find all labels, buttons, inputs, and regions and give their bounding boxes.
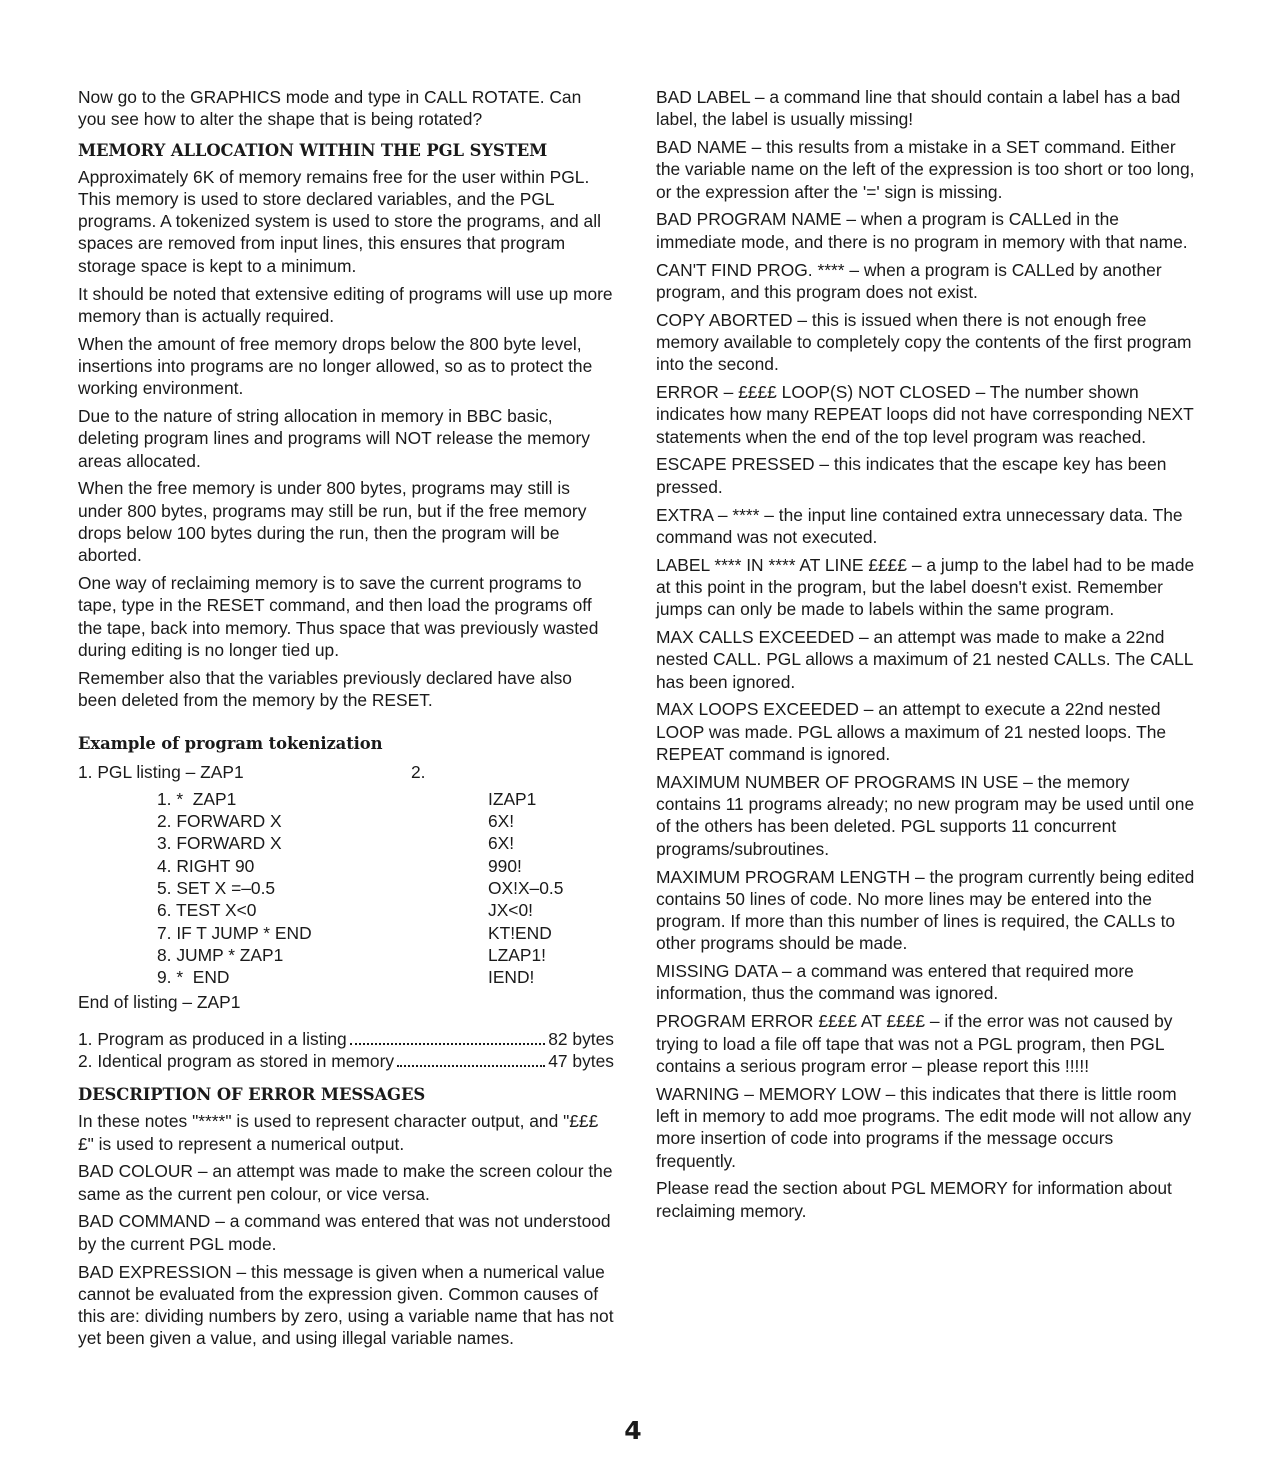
memory-paragraph: It should be noted that extensive editing of programs will use up more memory than is actually required.	[78, 283, 613, 326]
size-label: 2. Identical program as stored in memory	[78, 1050, 395, 1071]
error-paragraph: BAD EXPRESSION – this message is given when a numerical value cannot be evaluated from the expression given. Common causes of this are: dividing numbers by zero, using a variable name that has not yet been given a value, and using illegal variable names.	[78, 1261, 614, 1349]
listing-line: 3. FORWARD X	[157, 833, 282, 854]
memory-paragraph: Due to the nature of string allocation in memory in BBC basic, deleting program lines and programs will NOT release the memory areas allocated.	[78, 406, 590, 471]
size-row	[78, 1050, 614, 1072]
size-row	[78, 1028, 614, 1050]
closing-paragraph: Please read the section about PGL MEMORY for information about reclaiming memory.	[656, 1178, 1172, 1221]
size-value: 82 bytes	[548, 1028, 614, 1049]
tokenization-heading: Example of program tokenization	[78, 734, 383, 754]
error-paragraph: MAX CALLS EXCEEDED – an attempt was made to make a 22nd nested CALL. PGL allows a maximum of 21 nested CALLs. The CALL has been ignored.	[656, 627, 1193, 692]
page-number: 4	[624, 1416, 642, 1445]
dot-leader	[350, 1043, 546, 1045]
memory-allocation-heading: MEMORY ALLOCATION WITHIN THE PGL SYSTEM	[78, 140, 548, 160]
right-column	[656, 86, 1196, 1227]
error-paragraph: MISSING DATA – a command was entered that required more information, thus the command was ignored.	[656, 961, 1134, 1004]
tokenized-line: IZAP1	[488, 788, 537, 809]
tokenized-line: OX!X–0.5	[488, 877, 564, 898]
tokenized-line: KT!END	[488, 922, 552, 943]
tokenized-label: 2.	[411, 762, 426, 783]
listing-end: End of listing – ZAP1	[78, 992, 241, 1013]
error-paragraph: BAD NAME – this results from a mistake in a SET command. Either the variable name on the left of the expression is too short or too long, or the expression after the '=' sign is missing.	[656, 137, 1195, 202]
tokenized-line: 6X!	[488, 833, 515, 854]
listing-line: 4. RIGHT 90	[157, 855, 255, 876]
memory-paragraph: Approximately 6K of memory remains free for the user within PGL. This memory is used to store declared variables, and the PGL programs. A tokenized system is used to store the programs, and all spaces are removed from input lines, this ensures that program storage space is kept to a minimum.	[78, 166, 601, 276]
left-column	[78, 86, 614, 1355]
tokenized-line: 990!	[488, 855, 522, 876]
listing-header	[78, 761, 614, 783]
error-paragraph: LABEL **** IN **** AT LINE ££££ – a jump to the label had to be made at this point in the program, but the label doesn't exist. Remember jumps can only be made to labels within the same program.	[656, 554, 1195, 620]
size-comparison	[78, 1028, 614, 1073]
error-paragraph: ESCAPE PRESSED – this indicates that the escape key has been pressed.	[656, 454, 1167, 497]
listing-line: 2. FORWARD X	[157, 811, 282, 832]
memory-paragraph: Remember also that the variables previously declared have also been deleted from the memory by the RESET.	[78, 667, 572, 711]
error-paragraph: PROGRAM ERROR ££££ AT ££££ – if the error was not caused by trying to load a file off tape that was not a PGL program, then PGL contains a serious program error – please report this !!!!!	[656, 1011, 1173, 1076]
listing-row	[78, 944, 614, 966]
error-paragraph: BAD PROGRAM NAME – when a program is CALLed in the immediate mode, and there is no program in memory with that name.	[656, 209, 1188, 252]
listing-row	[78, 810, 614, 832]
error-paragraph: MAXIMUM NUMBER OF PROGRAMS IN USE – the memory contains 11 programs already; no new program may be used until one of the others has been deleted. PGL supports 11 concurrent programs/subroutines.	[656, 771, 1195, 859]
error-paragraph: EXTRA – **** – the input line contained extra unnecessary data. The command was not executed.	[656, 504, 1183, 547]
listing-row	[78, 788, 614, 810]
error-paragraph: ERROR – ££££ LOOP(S) NOT CLOSED – The number shown indicates how many REPEAT loops did not have corresponding NEXT statements when the end of the top level program was reached.	[656, 382, 1194, 447]
listing-line: 9. * END	[157, 967, 230, 988]
tokenized-line: JX<0!	[488, 900, 533, 921]
error-messages-heading: DESCRIPTION OF ERROR MESSAGES	[78, 1085, 426, 1105]
dot-leader	[397, 1065, 545, 1067]
listing-line: 1. * ZAP1	[157, 788, 237, 809]
error-paragraph: COPY ABORTED – this is issued when there is not enough free memory available to completely copy the contents of the first program into the second.	[656, 309, 1192, 375]
error-paragraph: BAD LABEL – a command line that should contain a label has a bad label, the label is usually missing!	[656, 87, 1181, 130]
error-paragraph: WARNING – MEMORY LOW – this indicates that there is little room left in memory to add moe programs. The edit mode will not allow any more insertion of code into programs if the message occurs frequently.	[656, 1083, 1192, 1171]
tokenized-line: 6X!	[488, 811, 515, 832]
listing-row	[78, 877, 614, 899]
listing-line: 6. TEST X<0	[157, 900, 257, 921]
listing-row	[78, 922, 614, 944]
error-paragraph: MAX LOOPS EXCEEDED – an attempt to execute a 22nd nested LOOP was made. PGL allows a maximum of 21 nested loops. The REPEAT command is ignored.	[656, 699, 1167, 765]
size-value: 47 bytes	[548, 1050, 614, 1071]
size-label: 1. Program as produced in a listing	[78, 1028, 347, 1049]
listing-line: 8. JUMP * ZAP1	[157, 944, 284, 965]
memory-paragraph: One way of reclaiming memory is to save the current programs to tape, type in the RESET command, and then load the programs off the tape, back into memory. Thus space that was previously wasted during editing is no longer tied up.	[78, 573, 599, 661]
listing-label: 1. PGL listing – ZAP1	[78, 762, 244, 783]
tokenized-line: LZAP1!	[488, 944, 546, 965]
listing-line: 5. SET X =–0.5	[157, 877, 276, 898]
listing-row	[78, 966, 614, 988]
intro-paragraph: Now go to the GRAPHICS mode and type in CALL ROTATE. Can you see how to alter the shape that is being rotated?	[78, 87, 582, 130]
error-paragraph: BAD COLOUR – an attempt was made to make the screen colour the same as the current pen colour, or vice versa.	[78, 1161, 613, 1204]
listing-row	[78, 832, 614, 854]
error-paragraph: CAN'T FIND PROG. **** – when a program is CALLed by another program, and this program does not exist.	[656, 259, 1162, 302]
listing-row	[78, 855, 614, 877]
error-paragraph: BAD COMMAND – a command was entered that was not understood by the current PGL mode.	[78, 1211, 611, 1254]
listing-row	[78, 899, 614, 921]
memory-paragraph: When the amount of free memory drops below the 800 byte level, insertions into programs are no longer allowed, so as to protect the working environment.	[78, 333, 593, 399]
listing-line: 7. IF T JUMP * END	[157, 922, 312, 943]
error-paragraph: In these notes "****" is used to represent character output, and "££££" is used to represent a numerical output.	[78, 1111, 599, 1154]
listing-table	[78, 788, 614, 989]
error-paragraph: MAXIMUM PROGRAM LENGTH – the program currently being edited contains 50 lines of code. No more lines may be entered into the program. If more than this number of lines is required, the CALLs to other programs should be made.	[656, 866, 1195, 954]
memory-paragraph: When the free memory is under 800 bytes, programs may still is under 800 bytes, programs may still be run, but if the free memory drops below 100 bytes during the run, then the program will be aborted.	[78, 478, 587, 566]
tokenized-line: IEND!	[488, 967, 535, 988]
